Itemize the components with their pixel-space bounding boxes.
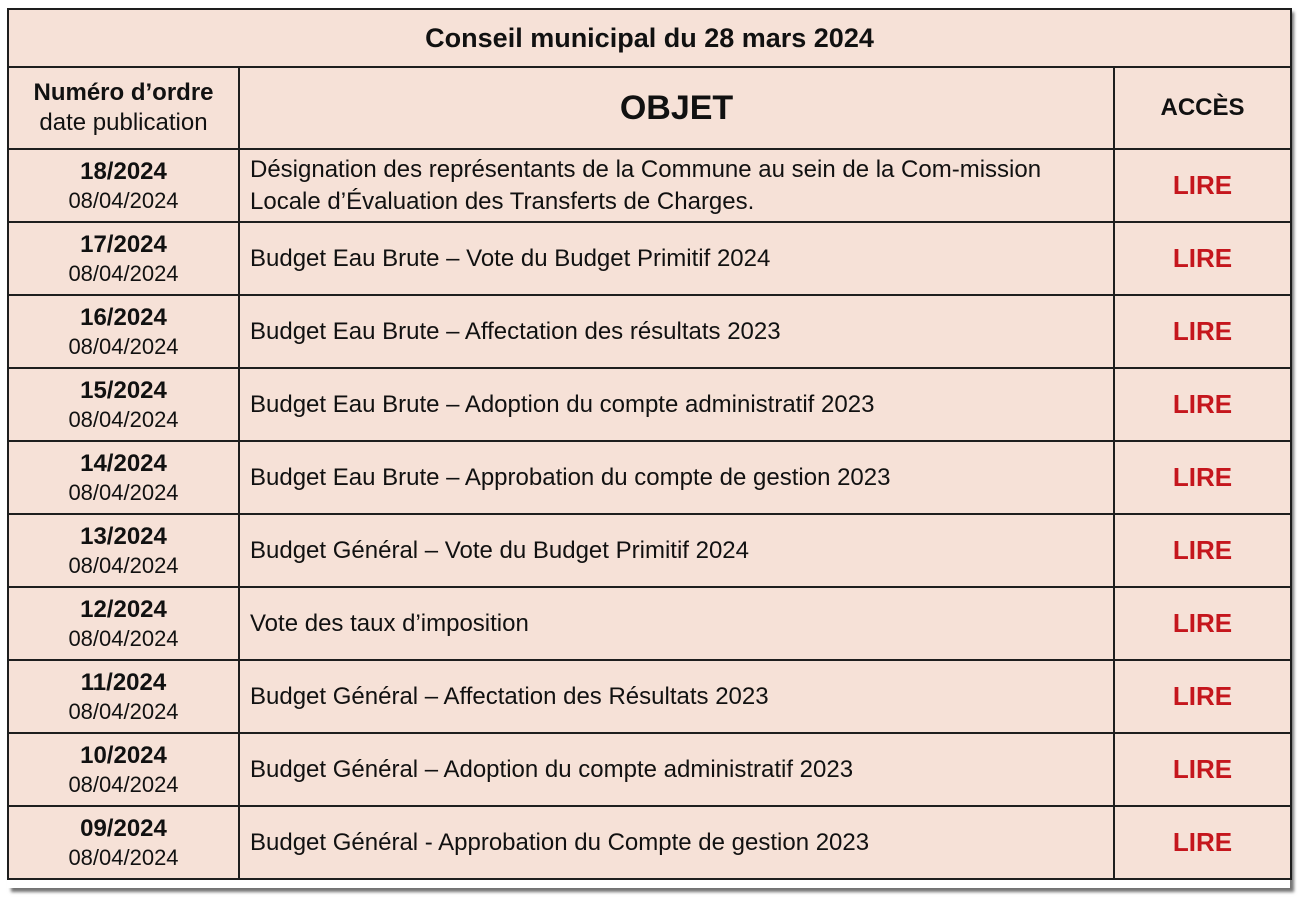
table-row — [8, 733, 1291, 806]
lire-link[interactable]: LIRE — [1172, 389, 1233, 419]
lire-link[interactable]: LIRE — [1172, 243, 1233, 273]
lire-link[interactable]: LIRE — [1172, 316, 1233, 346]
numero-cell — [8, 733, 239, 806]
objet-cell: Vote des taux d’imposition — [239, 587, 1114, 660]
column-header-date-label: date publication — [39, 109, 208, 136]
objet-cell: Budget Eau Brute – Affectation des résultats 2023 — [239, 295, 1114, 368]
acces-cell — [1114, 441, 1291, 514]
lire-link[interactable]: LIRE — [1172, 754, 1233, 784]
acces-cell — [1114, 514, 1291, 587]
acces-cell — [1114, 733, 1291, 806]
lire-link[interactable]: LIRE — [1172, 681, 1233, 711]
deliberations-table — [7, 8, 1292, 880]
numero-cell — [8, 514, 239, 587]
numero-ordre: 14/2024 — [80, 449, 167, 477]
table-row — [8, 514, 1291, 587]
numero-cell — [8, 441, 239, 514]
table-row — [8, 806, 1291, 879]
table-row — [8, 222, 1291, 295]
acces-cell — [1114, 149, 1291, 222]
acces-cell — [1114, 295, 1291, 368]
table-row — [8, 149, 1291, 222]
objet-cell: Budget Général – Adoption du compte administratif 2023 — [239, 733, 1114, 806]
acces-cell — [1114, 222, 1291, 295]
date-publication: 08/04/2024 — [68, 406, 179, 432]
numero-ordre: 13/2024 — [80, 522, 167, 550]
numero-ordre: 10/2024 — [80, 741, 167, 769]
objet-cell: Budget Eau Brute – Adoption du compte administratif 2023 — [239, 368, 1114, 441]
date-publication: 08/04/2024 — [68, 187, 179, 213]
date-publication: 08/04/2024 — [68, 844, 179, 870]
objet-cell: Budget Eau Brute – Vote du Budget Primitif 2024 — [239, 222, 1114, 295]
numero-cell — [8, 806, 239, 879]
lire-link[interactable]: LIRE — [1172, 535, 1233, 565]
numero-cell — [8, 587, 239, 660]
date-publication: 08/04/2024 — [68, 698, 179, 724]
acces-cell — [1114, 660, 1291, 733]
acces-cell — [1114, 806, 1291, 879]
date-publication: 08/04/2024 — [68, 260, 179, 286]
table-title: Conseil municipal du 28 mars 2024 — [8, 9, 1291, 67]
numero-cell — [8, 222, 239, 295]
date-publication: 08/04/2024 — [68, 771, 179, 797]
numero-ordre: 17/2024 — [80, 230, 167, 258]
column-header-acces: ACCÈS — [1114, 67, 1291, 149]
column-header-objet: OBJET — [239, 67, 1114, 149]
table-row — [8, 587, 1291, 660]
numero-ordre: 11/2024 — [80, 668, 167, 696]
numero-ordre: 12/2024 — [80, 595, 167, 623]
lire-link[interactable]: LIRE — [1172, 462, 1233, 492]
objet-cell: Budget Général – Vote du Budget Primitif 2024 — [239, 514, 1114, 587]
lire-link[interactable]: LIRE — [1172, 827, 1233, 857]
numero-cell — [8, 295, 239, 368]
date-publication: 08/04/2024 — [68, 625, 179, 651]
date-publication: 08/04/2024 — [68, 552, 179, 578]
date-publication: 08/04/2024 — [68, 333, 179, 359]
objet-cell: Budget Général – Affectation des Résultats 2023 — [239, 660, 1114, 733]
numero-cell — [8, 149, 239, 222]
numero-ordre: 18/2024 — [80, 157, 167, 185]
objet-cell: Budget Général - Approbation du Compte de gestion 2023 — [239, 806, 1114, 879]
numero-ordre: 16/2024 — [80, 303, 167, 331]
lire-link[interactable]: LIRE — [1172, 170, 1233, 200]
numero-ordre: 15/2024 — [80, 376, 167, 404]
lire-link[interactable]: LIRE — [1172, 608, 1233, 638]
acces-cell — [1114, 368, 1291, 441]
acces-cell — [1114, 587, 1291, 660]
deliberations-table-wrapper — [7, 8, 1290, 888]
date-publication: 08/04/2024 — [68, 479, 179, 505]
objet-cell: Budget Eau Brute – Approbation du compte de gestion 2023 — [239, 441, 1114, 514]
column-header-numero — [8, 67, 239, 149]
numero-cell — [8, 368, 239, 441]
table-row — [8, 441, 1291, 514]
table-row — [8, 660, 1291, 733]
table-row — [8, 368, 1291, 441]
numero-cell — [8, 660, 239, 733]
table-row — [8, 295, 1291, 368]
numero-ordre: 09/2024 — [80, 814, 167, 842]
objet-cell: Désignation des représentants de la Commune au sein de la Com-mission Locale d’Évaluation des Transferts de Charges. — [239, 149, 1114, 222]
column-header-numero-label: Numéro d’ordre — [33, 79, 214, 106]
